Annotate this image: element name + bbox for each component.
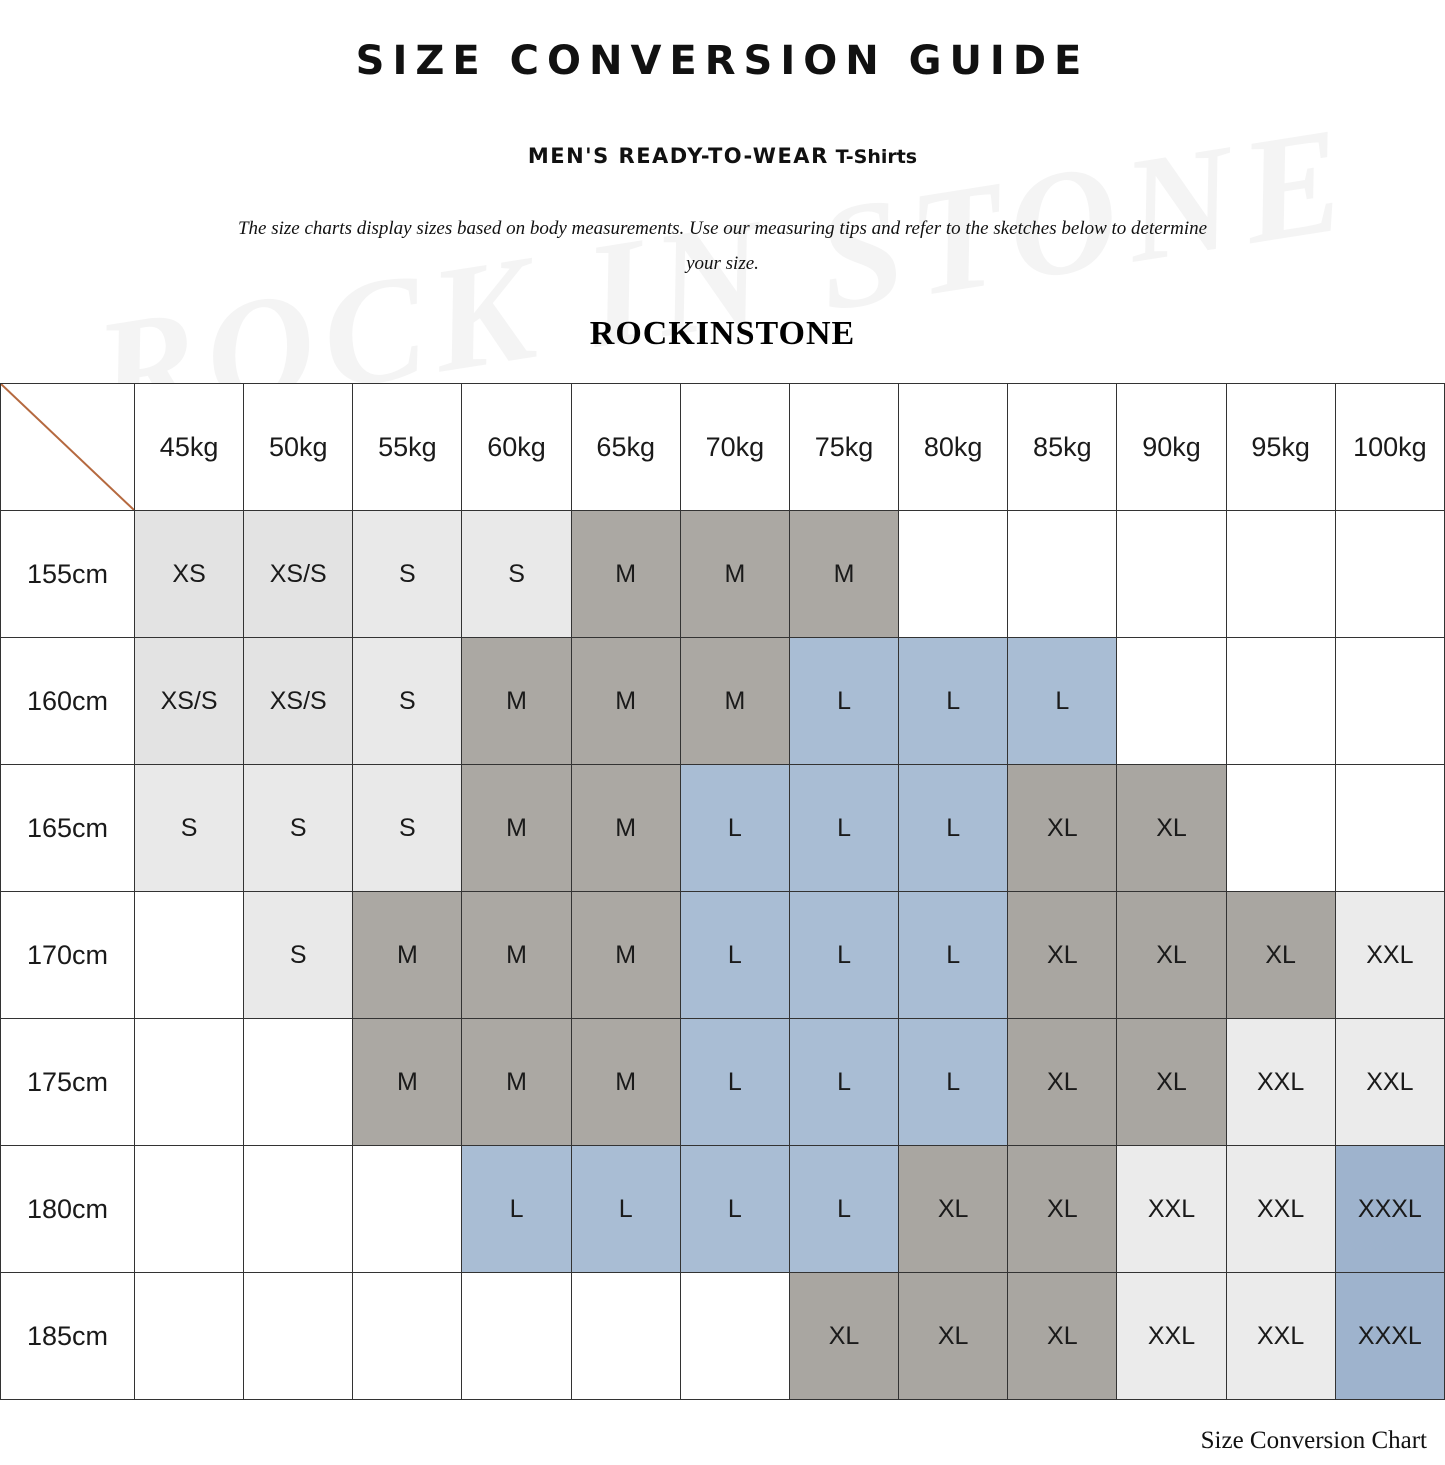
size-cell — [1226, 511, 1335, 638]
column-header-weight: 95kg — [1226, 384, 1335, 511]
size-cell: XS/S — [135, 638, 244, 765]
size-cell: XS/S — [244, 511, 353, 638]
size-cell: L — [462, 1146, 571, 1273]
size-cell: XL — [1008, 1019, 1117, 1146]
size-cell: S — [244, 765, 353, 892]
size-cell — [1117, 511, 1226, 638]
size-cell: L — [680, 1146, 789, 1273]
size-cell: L — [899, 765, 1008, 892]
size-cell: M — [462, 638, 571, 765]
size-cell — [1335, 765, 1444, 892]
column-header-weight: 45kg — [135, 384, 244, 511]
size-cell — [1008, 511, 1117, 638]
row-header-height: 165cm — [1, 765, 135, 892]
size-cell: XS — [135, 511, 244, 638]
size-cell: S — [244, 892, 353, 1019]
size-cell: L — [789, 892, 898, 1019]
size-cell: M — [571, 765, 680, 892]
size-cell — [571, 1273, 680, 1400]
size-cell: M — [789, 511, 898, 638]
size-cell: M — [680, 638, 789, 765]
size-cell: L — [680, 1019, 789, 1146]
size-cell — [135, 1146, 244, 1273]
size-cell: M — [462, 1019, 571, 1146]
size-cell: M — [462, 765, 571, 892]
diagonal-divider-icon — [1, 384, 134, 510]
size-cell: M — [353, 1019, 462, 1146]
size-cell: XL — [1117, 1019, 1226, 1146]
subtitle-category: MEN'S READY-TO-WEAR — [527, 144, 829, 168]
size-cell: L — [789, 1019, 898, 1146]
size-cell: XS/S — [244, 638, 353, 765]
size-cell: XL — [789, 1273, 898, 1400]
size-cell: L — [680, 892, 789, 1019]
size-cell — [1335, 638, 1444, 765]
size-cell: XL — [1008, 892, 1117, 1019]
column-header-weight: 65kg — [571, 384, 680, 511]
size-cell — [899, 511, 1008, 638]
size-cell: S — [462, 511, 571, 638]
column-header-weight: 50kg — [244, 384, 353, 511]
page-subtitle — [0, 144, 1445, 169]
size-cell: XXL — [1335, 1019, 1444, 1146]
size-cell — [1335, 511, 1444, 638]
row-header-height: 170cm — [1, 892, 135, 1019]
size-cell: XXL — [1117, 1273, 1226, 1400]
size-cell: L — [789, 1146, 898, 1273]
size-cell: XL — [1117, 765, 1226, 892]
size-cell: XXL — [1226, 1146, 1335, 1273]
size-cell: L — [899, 638, 1008, 765]
size-cell: XL — [1008, 1273, 1117, 1400]
brand-name: ROCKINSTONE — [589, 315, 856, 353]
size-cell: M — [571, 892, 680, 1019]
size-cell: L — [899, 892, 1008, 1019]
size-cell: S — [353, 765, 462, 892]
size-cell: M — [462, 892, 571, 1019]
table-corner-cell — [1, 384, 135, 511]
size-cell: S — [135, 765, 244, 892]
size-conversion-table — [0, 383, 1445, 1400]
size-cell: L — [789, 638, 898, 765]
size-cell: L — [789, 765, 898, 892]
page-title: SIZE CONVERSION GUIDE — [355, 38, 1090, 84]
size-cell: XXL — [1226, 1273, 1335, 1400]
size-cell: XL — [899, 1146, 1008, 1273]
size-cell — [1226, 765, 1335, 892]
size-cell: XXL — [1117, 1146, 1226, 1273]
size-cell: M — [680, 511, 789, 638]
row-header-height: 155cm — [1, 511, 135, 638]
size-cell: L — [1008, 638, 1117, 765]
column-header-weight: 75kg — [789, 384, 898, 511]
subtitle-product: T-Shirts — [835, 146, 918, 168]
column-header-weight: 55kg — [353, 384, 462, 511]
size-cell — [353, 1146, 462, 1273]
size-chart-page — [0, 20, 1445, 1465]
column-header-weight: 85kg — [1008, 384, 1117, 511]
size-cell — [680, 1273, 789, 1400]
size-cell — [1226, 638, 1335, 765]
size-cell: L — [571, 1146, 680, 1273]
size-cell: M — [571, 511, 680, 638]
table-row — [1, 638, 1445, 765]
size-cell — [135, 1019, 244, 1146]
column-header-weight: 80kg — [899, 384, 1008, 511]
size-cell — [244, 1019, 353, 1146]
size-cell: XXXL — [1335, 1146, 1444, 1273]
description-text: The size charts display sizes based on body measurements. Use our measuring tips and refer to the sketches below to determine your size. — [237, 218, 1208, 275]
size-cell: M — [571, 638, 680, 765]
column-header-weight: 100kg — [1335, 384, 1444, 511]
table-row — [1, 1019, 1445, 1146]
column-header-weight: 90kg — [1117, 384, 1226, 511]
size-cell: L — [680, 765, 789, 892]
column-header-weight: 70kg — [680, 384, 789, 511]
table-row — [1, 1146, 1445, 1273]
size-cell: XL — [1008, 1146, 1117, 1273]
size-cell: M — [353, 892, 462, 1019]
size-cell — [135, 1273, 244, 1400]
row-header-height: 160cm — [1, 638, 135, 765]
table-header-row — [1, 384, 1445, 511]
size-cell: XXL — [1226, 1019, 1335, 1146]
size-cell: XL — [899, 1273, 1008, 1400]
table-row — [1, 765, 1445, 892]
column-header-weight: 60kg — [462, 384, 571, 511]
size-cell — [462, 1273, 571, 1400]
table-row — [1, 511, 1445, 638]
size-cell — [353, 1273, 462, 1400]
size-cell: XXXL — [1335, 1273, 1444, 1400]
size-cell: S — [353, 638, 462, 765]
table-row — [1, 892, 1445, 1019]
row-header-height: 175cm — [1, 1019, 135, 1146]
size-cell — [244, 1146, 353, 1273]
size-cell: XL — [1226, 892, 1335, 1019]
size-cell: L — [899, 1019, 1008, 1146]
size-cell: M — [571, 1019, 680, 1146]
size-cell: XL — [1008, 765, 1117, 892]
row-header-height: 185cm — [1, 1273, 135, 1400]
table-row — [1, 1273, 1445, 1400]
row-header-height: 180cm — [1, 1146, 135, 1273]
size-cell: XXL — [1335, 892, 1444, 1019]
size-cell — [244, 1273, 353, 1400]
size-cell — [1117, 638, 1226, 765]
size-cell: XL — [1117, 892, 1226, 1019]
document-content — [0, 20, 1445, 1400]
size-cell: S — [353, 511, 462, 638]
footer-caption: Size Conversion Chart — [1200, 1427, 1427, 1454]
size-cell — [135, 892, 244, 1019]
